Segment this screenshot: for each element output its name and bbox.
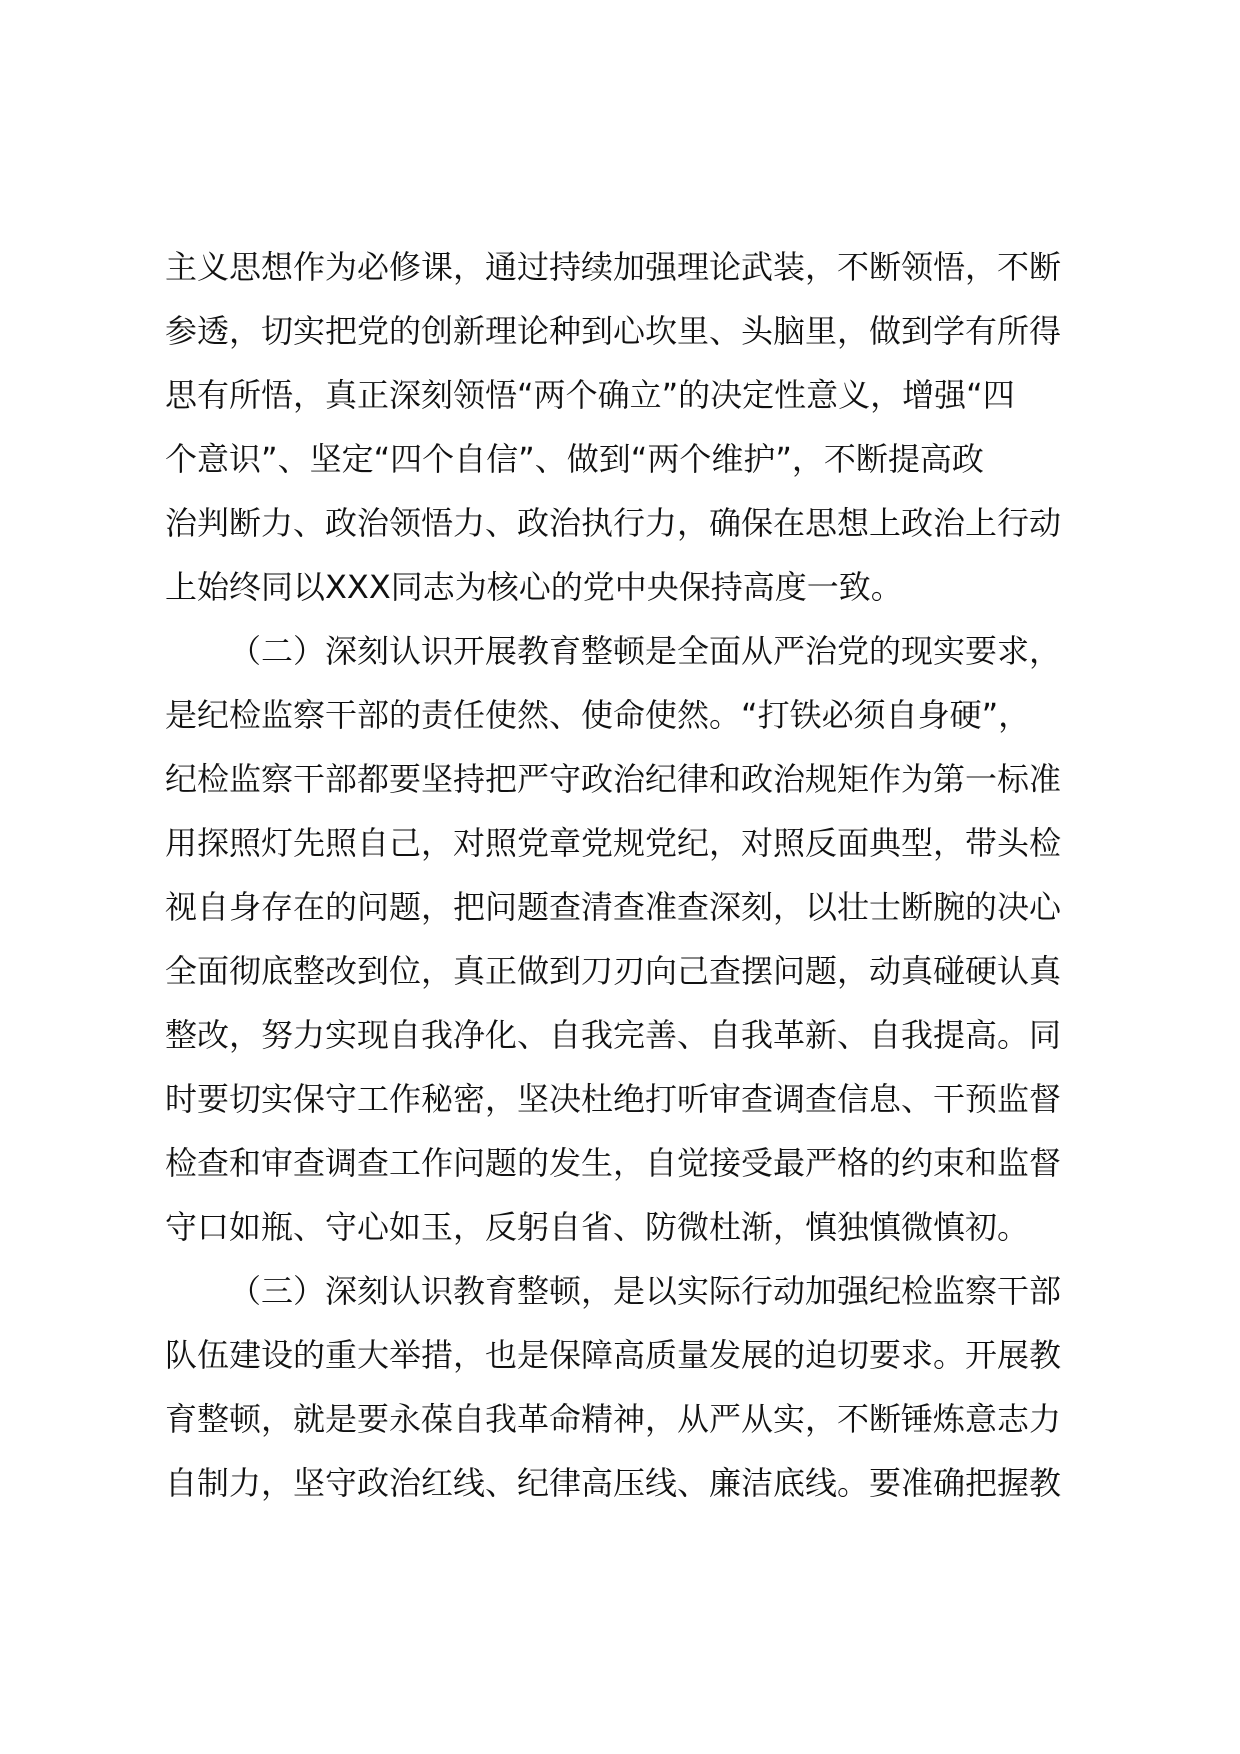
paragraph-start-line: （二）深刻认识开展教育整顿是全面从严治党的现实要求，	[229, 632, 1062, 670]
paragraph-start-line: （三）深刻认识教育整顿，是以实际行动加强纪检监察干部	[229, 1272, 1062, 1310]
text-line: 思有所悟，真正深刻领悟“两个确立”的决定性意义，增强“四	[165, 376, 1015, 414]
text-line: 自制力，坚守政治红线、纪律高压线、廉洁底线。要准确把握教	[165, 1464, 1062, 1502]
text-line: 上始终同以XXX同志为核心的党中央保持高度一致。	[165, 568, 903, 606]
text-line: 治判断力、政治领悟力、政治执行力，确保在思想上政治上行动	[165, 504, 1062, 542]
text-line: 队伍建设的重大举措，也是保障高质量发展的迫切要求。开展教	[165, 1336, 1062, 1374]
text-line: 育整顿，就是要永葆自我革命精神，从严从实，不断锤炼意志力	[165, 1400, 1062, 1438]
text-line: 检查和审查调查工作问题的发生，自觉接受最严格的约束和监督	[165, 1144, 1062, 1182]
text-line: 守口如瓶、守心如玉，反躬自省、防微杜渐，慎独慎微慎初。	[165, 1208, 1030, 1246]
body-text	[165, 235, 1095, 1515]
text-line: 个意识”、坚定“四个自信”、做到“两个维护”，不断提高政	[165, 440, 984, 478]
text-line: 主义思想作为必修课，通过持续加强理论武装，不断领悟，不断	[165, 248, 1062, 286]
text-line: 用探照灯先照自己，对照党章党规党纪，对照反面典型，带头检	[165, 824, 1062, 862]
text-line: 视自身存在的问题，把问题查清查准查深刻，以壮士断腕的决心	[165, 888, 1062, 926]
text-line: 整改，努力实现自我净化、自我完善、自我革新、自我提高。同	[165, 1016, 1062, 1054]
text-line: 参透，切实把党的创新理论种到心坎里、头脑里，做到学有所得	[165, 312, 1062, 350]
text-line: 时要切实保守工作秘密，坚决杜绝打听审查调查信息、干预监督	[165, 1080, 1062, 1118]
text-line: 是纪检监察干部的责任使然、使命使然。“打铁必须自身硬”，	[165, 696, 1031, 734]
text-line: 纪检监察干部都要坚持把严守政治纪律和政治规矩作为第一标准	[165, 760, 1062, 798]
text-line: 全面彻底整改到位，真正做到刀刃向己查摆问题，动真碰硬认真	[165, 952, 1062, 990]
